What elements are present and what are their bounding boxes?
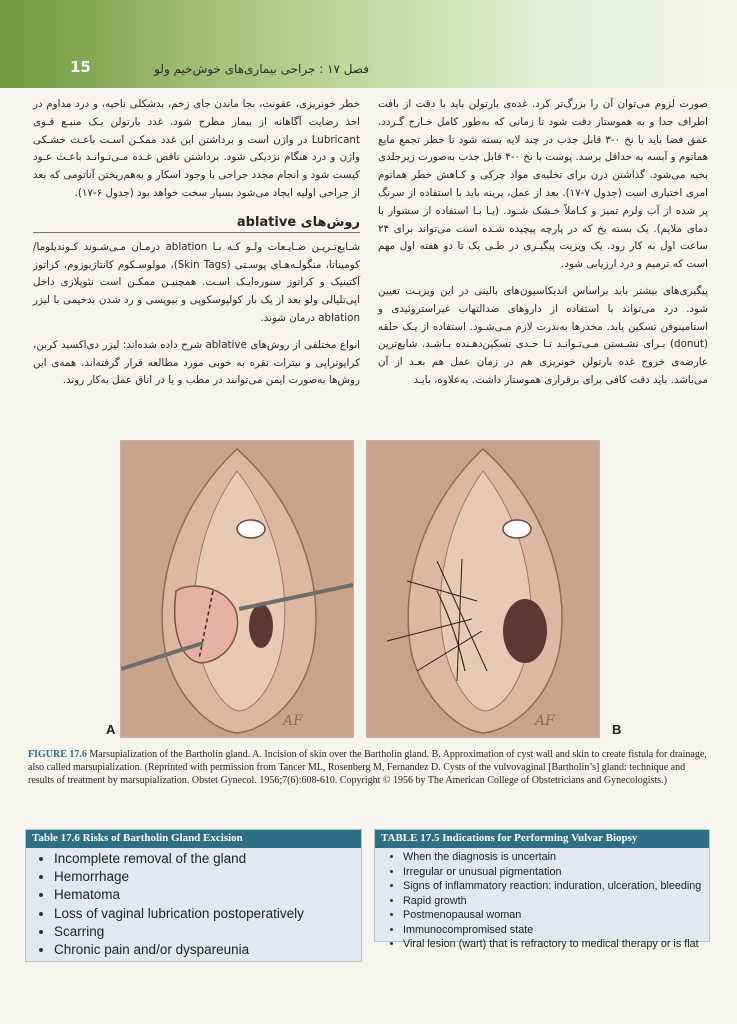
illustrator-signature: AF [535,713,555,729]
figure-caption-label: FIGURE 17.6 [28,749,87,760]
figure-panel-a [120,440,354,738]
table-risks-bartholin-excision [25,829,362,962]
paragraph: خطر خونریزی، عفونت، بجا ماندن جای زخم، بدشکلی ناحیه، و درد مداوم در اخذ رضایت آگاهانه از بیمار مطرح شود. غدد بارتولن یـک منبـع قـوی Lubricant در واژن است و برداشتن این غدد ممکـن اسـت باعـث خشـکی واژن و درد هنگام نزدیکی شود. برداشتن ناقص غـده مـی‌تـوانـد باعـث عـود کیست شود و انجام مجدد جراحی با وجود اسکار و به‌هم‌ریختن آناتومی که بعد از جراحی اولیه ایجاد می‌شود بسیار سخت خواهد بود (جدول ۶-۱۷). [33,98,360,199]
list-item: • Chronic pain and/or dyspareunia [54,941,361,959]
paragraph: شـایع‌تـریـن ضـایـعات ولـو کـه بـا ablation درمـان مـی‌شـوند کـوندیلوما/کومیناتا، منگولـه‌هـای پوسـتی (Skin Tags)، مولوسـکوم کانتاژیوزوم، کراتوز آکتینیک و کراتوز سبوره‌ایـک اسـت. همچنیـن ممکـن است نئوپلازی داخل اپی‌تلیالی ولو بعد از یک بار کولپوسکوپی و بیوپسی و رد شدن بدخیمی با لیزر ablation درمان شوند. [33,240,361,324]
figure-caption [28,748,712,787]
paragraph: صورت لزوم می‌توان آن را بزرگ‌تر کرد. غده‌ی بارتولن باید با دقت از بافت اطراف جدا و به هموستاز دقت شود تا زمانی که به‌طور کامل خـارج گـردد. عمق فضا باید با نخ ۰-۳ قابل جذب در چند لایه بسته شود تا خطر تجمع مایع هماتوم و آبسه به حداقل برسد. پوست با نخ ۰-۴ قابل جذب به‌صورت زیرجلدی بخیه می‌شود. گذاشتن درن برای تخلیه‌ی مواد چرکی و کـاهش خطر هماتوم امری اختیاری است (جدول ۷-۱۷). بعد از عمل، پرینه باید با استفاده از سرنگ پر شده از آب ولرم تمیز و کـاملاً خـشک شـود. (یـا بـا استفاده از سشوار با دمای ملایم). یک بسته یخ که در پارچه پیچیده شـده است می‌تواند برای ۲۴ ساعت اول به کار رود. یک ویزیت پیگیـری در طـی یک تا دو هفته اول مهم است که ترمیم و درد ارزیابی شود. [378,98,708,271]
figure-label-b: B [612,722,622,737]
list-item: • When the diagnosis is uncertain [403,850,709,865]
list-item: • Postmenopausal woman [403,908,709,923]
figure-label-a: A [106,722,116,737]
list-item: • Irregular or unusual pigmentation [403,865,709,880]
section-heading: روش‌های ablative [33,215,360,233]
figure-caption-text: Marsupialization of the Bartholin gland. A. Incision of skin over the Bartholin gland. B. Approximation of cyst wall and skin to create fistula for drainage, also called marsupialization. (Reprinted with permission from Tancer ML, Rosenberg M, Fernandez D. Cysts of the vulvovaginal [Bartholin’s] gland: technique and results of treatment by marsupialization. Obstet Gynecol. 1956;7(6):608-610. Copyright © 1956 by The American College of Obstetricians and Gynecologists.) [28,749,707,786]
table-list [375,850,709,952]
paragraph: انواع مختلفی از روش‌های ablative شرح داده شده‌اند: لیزر دی‌اکسید کربن، کرایوتراپی و نیترات نقره به خوبی مورد مطالعه قرار گرفته‌اند. همه‌ی این روش‌ها به‌صورت ایمن می‌توانند در مطب و یا در اتاق عمل به‌کار روند. [33,338,360,387]
left-text-column [33,96,360,399]
list-item: • Incomplete removal of the gland [54,850,361,868]
list-item: • Signs of inflammatory reaction: induration, ulceration, bleeding [403,879,709,894]
table-title: Table 17.6 Risks of Bartholin Gland Excision [26,830,361,848]
illustrator-signature: AF [283,713,303,729]
list-item: • Loss of vaginal lubrication postoperatively [54,905,361,923]
list-item: • Rapid growth [403,894,709,909]
table-title: TABLE 17.5 Indications for Performing Vulvar Biopsy [375,830,709,848]
list-item: • Immunocompromised state [403,923,709,938]
table-list [26,850,361,959]
list-item: • Hematoma [54,886,361,904]
illustration-b [367,441,599,737]
paragraph: پیگیری‌های بیشتر باید براساس اندیکاسیون‌های بالینی در این ویزیـت تعیین شود. درد می‌تواند با استفاده از داروهای ضدالتهاب غیراستروئیدی و استامینوفن تسکین یابد. مخدرها به‌ندرت لازم مـی‌شـود. استفاده از یـک حلقه (donut) بـرای نشـستن مـی‌تـوانـد تـا حـدی تسکین‌دهـنده بـاشـد. شایع‌ترین عارضه‌ی خروج غده بارتولن خونریزی هم در زمان عمل هم بعـد از آن می‌باشد. باید دقت کافی برای برقراری هموستاز داشت. به‌علاوه، بایـد [378,284,708,386]
list-item: • Hemorrhage [54,868,361,886]
figure-panel-b [366,440,600,738]
table-indications-vulvar-biopsy [374,829,710,950]
running-head: فصل ۱۷ : جراحی بیماری‌های خوش‌خیم ولو [154,62,369,76]
illustration-a [121,441,353,737]
list-item: • Scarring [54,923,361,941]
page-number: 15 [70,58,91,76]
right-text-column [378,96,708,399]
list-item: • Viral lesion (wart) that is refractory to medical therapy or is flat [403,937,709,952]
